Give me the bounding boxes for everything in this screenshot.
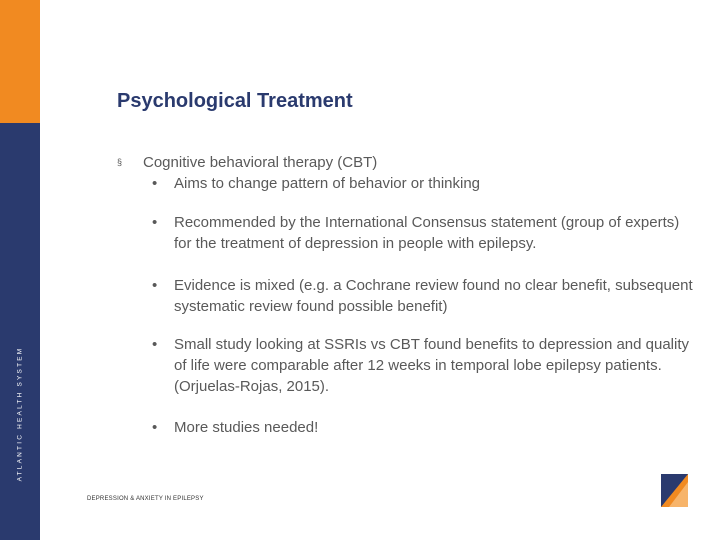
main-bullet-marker: § [117,157,123,167]
sub-bullet-text: Aims to change pattern of behavior or thinking [174,175,481,192]
main-bullet-text: Cognitive behavioral therapy (CBT) [143,154,378,171]
sub-bullet-marker: • [152,336,158,353]
sidebar-band [0,0,40,540]
sub-bullet-marker: • [152,175,158,192]
sub-bullet-text: Evidence is mixed (e.g. a Cochrane review found no clear benefit, subsequent systematic review found possible benefit) [174,277,693,315]
sub-bullet-text: Small study looking at SSRIs vs CBT found benefits to depression and quality of life were comparable after 12 weeks in temporal lobe epilepsy patients. (Orjuelas-Rojas, 2015). [174,336,690,395]
atlantic-health-logo-icon [661,474,688,507]
sidebar-brand-text: ATLANTIC HEALTH SYSTEM [16,346,24,482]
sub-bullet-marker: • [152,277,158,294]
sub-bullet-text: Recommended by the International Consensus statement (group of experts) for the treatment of depression in people with epilepsy. [174,214,680,252]
slide-title: Psychological Treatment [117,90,353,112]
footer-text: DEPRESSION & ANXIETY IN EPILEPSY [87,496,204,502]
sub-bullet-marker: • [152,419,158,436]
sidebar-accent [0,0,40,123]
sub-bullet-marker: • [152,214,158,231]
sub-bullet-text: More studies needed! [174,419,319,436]
